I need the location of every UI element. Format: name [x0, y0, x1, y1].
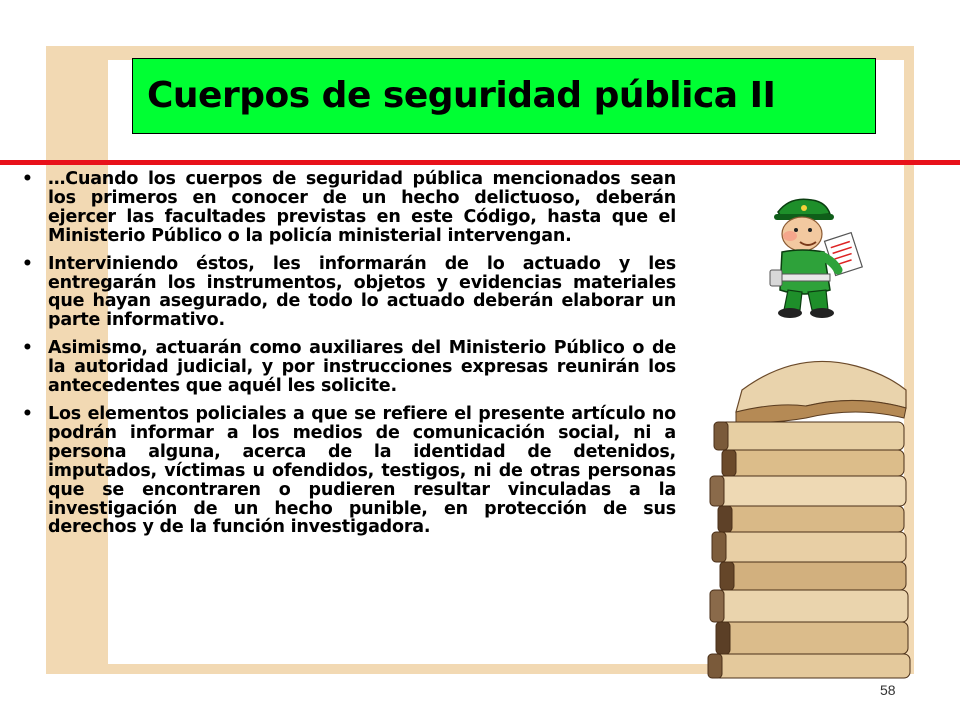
bullet-item-1	[22, 170, 676, 246]
title-divider-line	[0, 160, 960, 165]
title-box	[132, 58, 876, 134]
slide-title: Cuerpos de seguridad pública II	[147, 75, 776, 116]
bullet-item-4	[22, 405, 676, 537]
bullet-item-2	[22, 255, 676, 331]
bullet-dot: •	[22, 403, 33, 424]
bullet-text: …Cuando los cuerpos de seguridad pública mencionados sean los primeros en conocer de un hecho delictuoso, deberán ejercer las facultades previstas en este Código, hasta que el Ministerio Público o la policía ministerial intervengan.	[48, 169, 676, 246]
bullet-list	[22, 170, 676, 546]
bullet-text: Interviniendo éstos, les informarán de lo actuado y les entregarán los instrumentos, objetos y evidencias materiales que hayan asegurado, de todo lo actuado deberán elaborar un parte informativo.	[48, 253, 676, 331]
bullet-text: Los elementos policiales a que se refiere el presente artículo no podrán informar a los medios de comunicación social, ni a persona alguna, acerca de la identidad de detenidos, imputados, víctimas u ofendidos, testigos, ni de otras personas que se encontraren o pudieren resultar vinculadas a la investigación de un hecho punible, en protección de sus derechos y de la función investigadora.	[48, 403, 676, 538]
bullet-item-3	[22, 339, 676, 396]
police-officer-clipart-icon	[760, 190, 870, 320]
bullet-dot: •	[22, 338, 33, 359]
page-number: 58	[880, 682, 896, 698]
bullet-dot: •	[22, 253, 33, 274]
book-stack-icon	[706, 350, 918, 680]
bullet-dot: •	[22, 169, 33, 189]
bullet-text: Asimismo, actuarán como auxiliares del Ministerio Público o de la autoridad judicial, y por instrucciones expresas reunirán los antecedentes que aquél les solicite.	[48, 338, 676, 397]
